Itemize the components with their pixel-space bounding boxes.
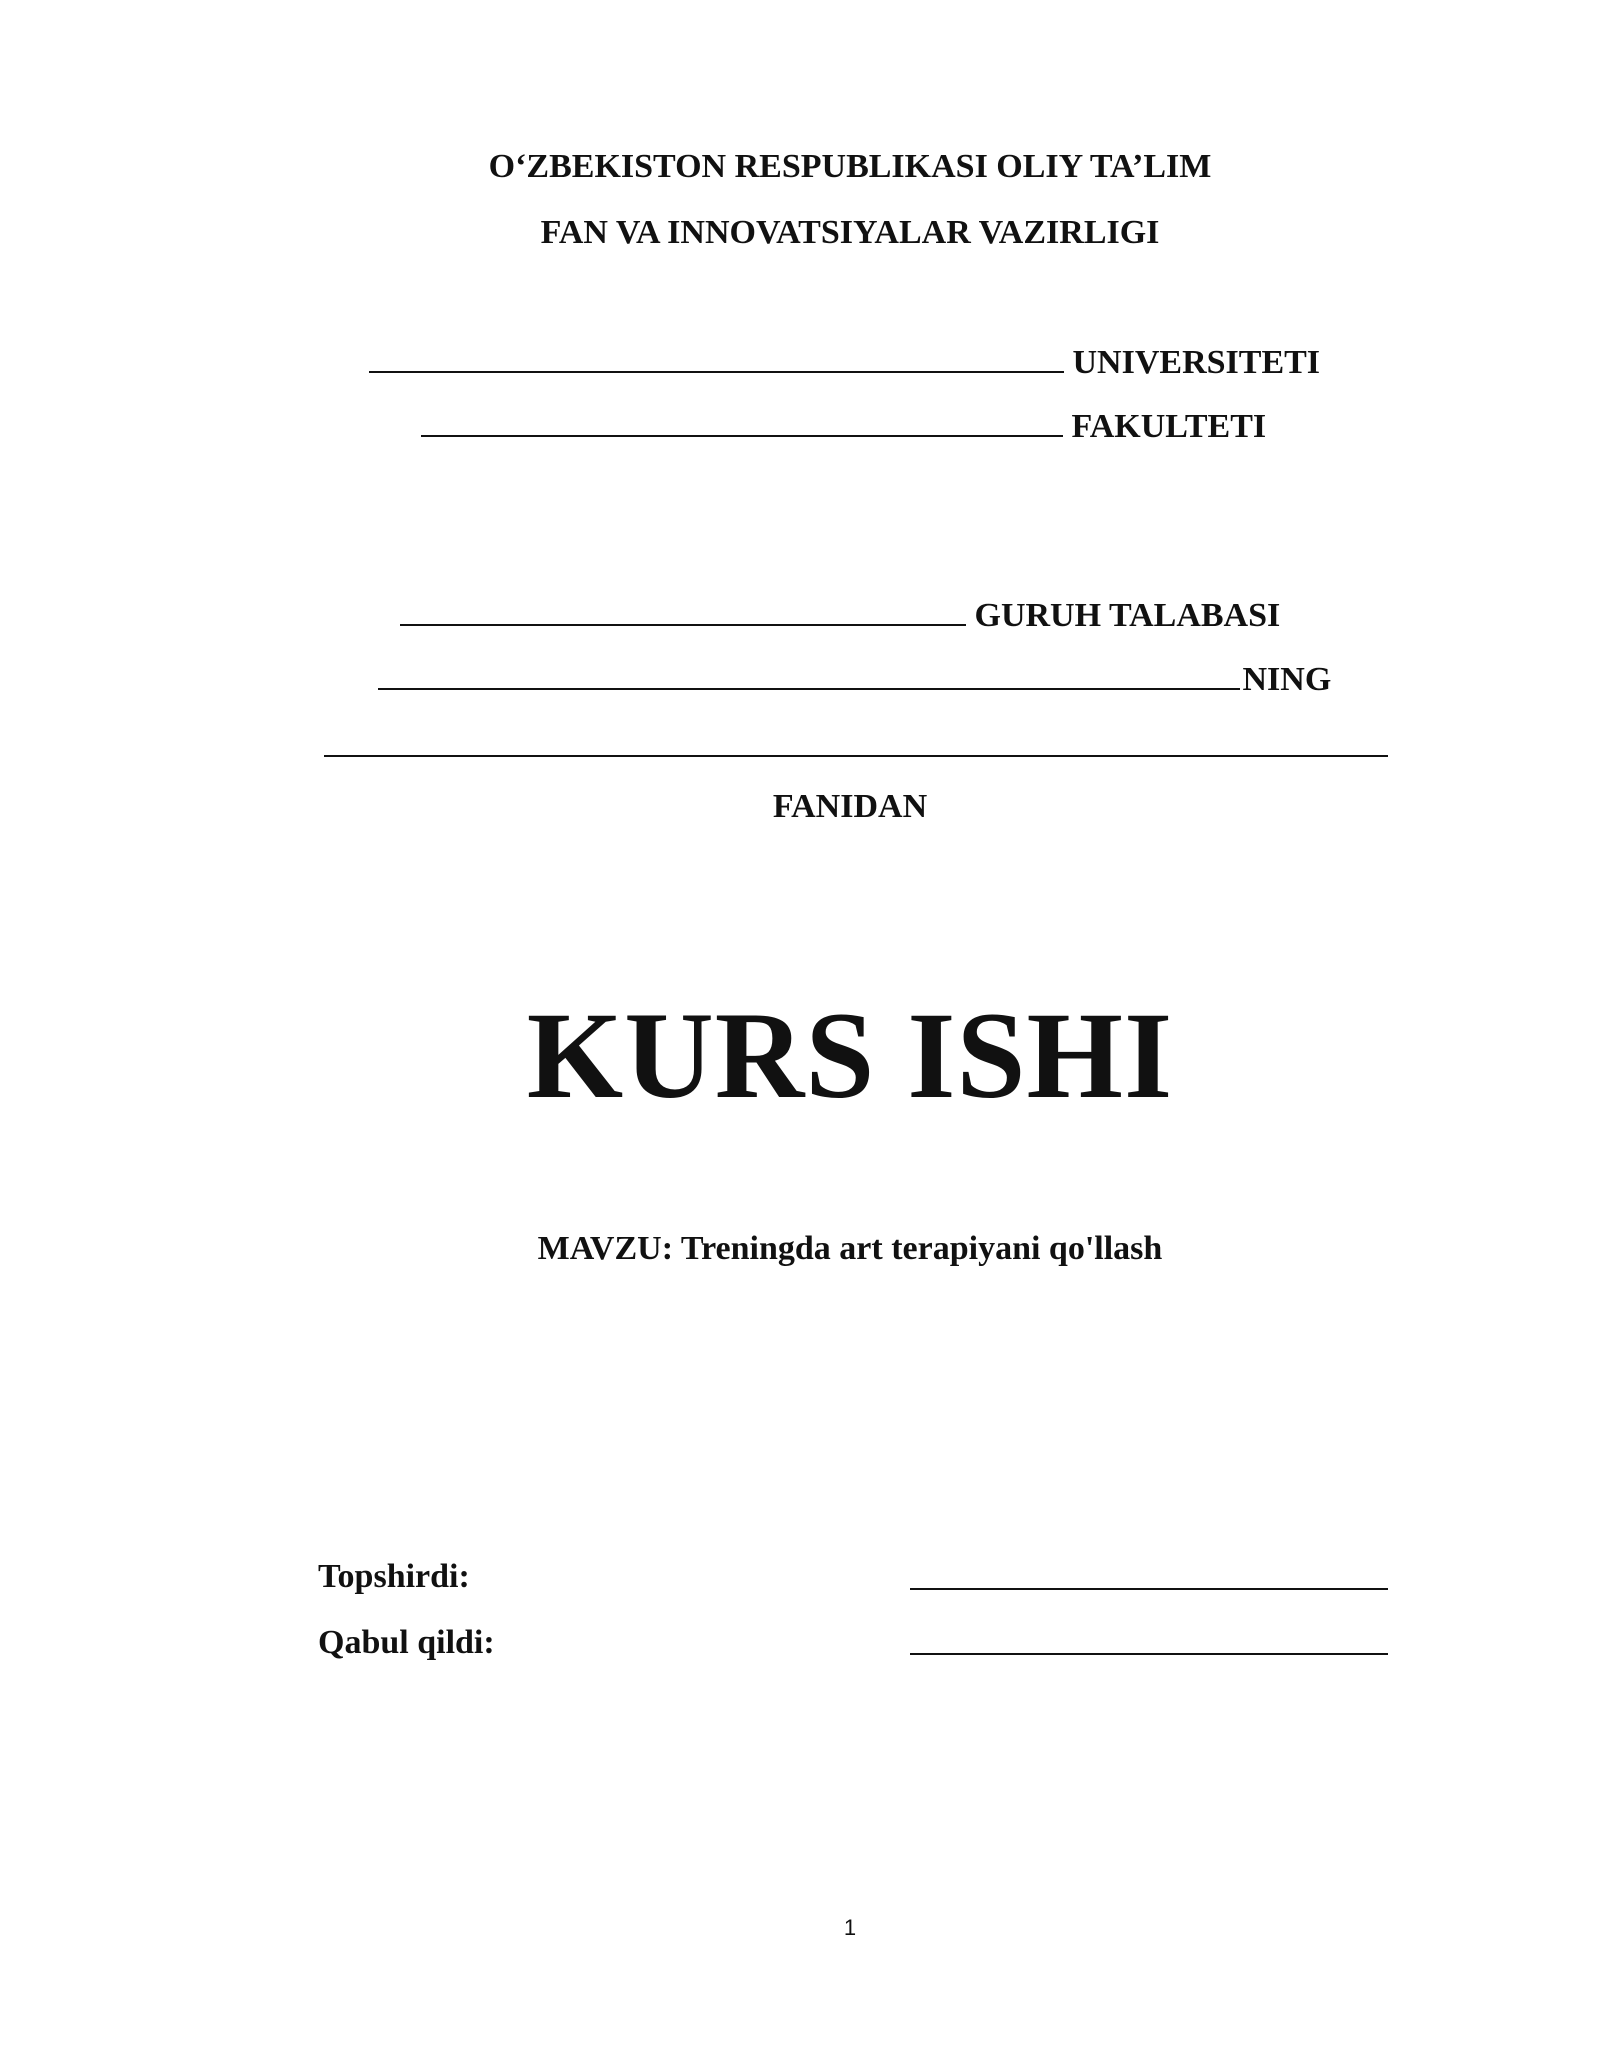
student-name-suffix: NING bbox=[1242, 661, 1332, 698]
submitted-signature-blank bbox=[910, 1566, 1388, 1590]
faculty-row bbox=[421, 408, 1266, 446]
ministry-line-1: O‘ZBEKISTON RESPUBLIKASI OLIY TA’LIM bbox=[488, 148, 1212, 185]
submitted-label: Topshirdi: bbox=[318, 1558, 470, 1595]
university-row bbox=[369, 344, 1320, 382]
group-row bbox=[400, 597, 1280, 635]
subject-blank bbox=[324, 733, 1388, 757]
student-name-row bbox=[378, 661, 1331, 699]
group-blank bbox=[400, 602, 966, 626]
page-number: 1 bbox=[843, 1915, 857, 1940]
accepted-label: Qabul qildi: bbox=[318, 1624, 495, 1661]
topic-line: MAVZU: Treningda art terapiyani qo'llash bbox=[537, 1230, 1163, 1267]
ministry-line-2: FAN VA INNOVATSIYALAR VAZIRLIGI bbox=[540, 214, 1160, 251]
group-label: GURUH TALABASI bbox=[974, 597, 1281, 634]
student-name-blank bbox=[378, 666, 1240, 690]
document-title: KURS ISHI bbox=[526, 987, 1174, 1124]
faculty-blank bbox=[421, 413, 1063, 437]
university-label: UNIVERSITETI bbox=[1072, 344, 1321, 381]
faculty-label: FAKULTETI bbox=[1071, 408, 1267, 445]
accepted-signature-blank bbox=[910, 1631, 1388, 1655]
university-blank bbox=[369, 349, 1064, 373]
subject-label: FANIDAN bbox=[772, 788, 928, 825]
